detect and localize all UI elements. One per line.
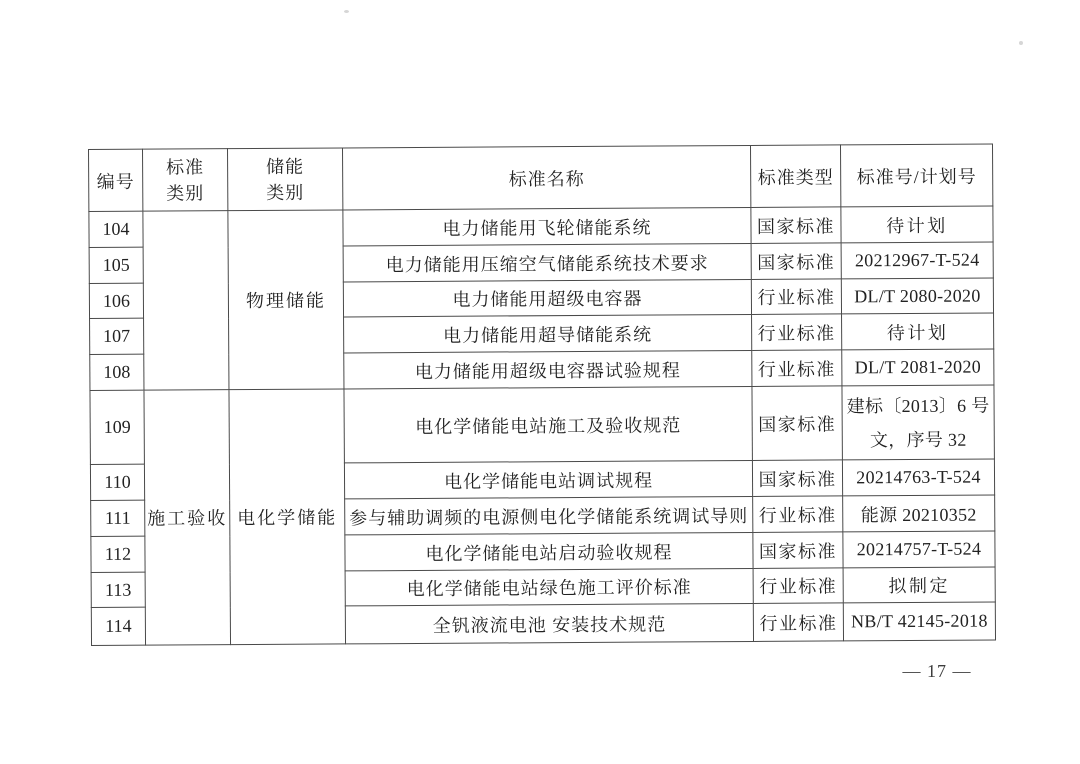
table-row	[89, 206, 993, 248]
number-cell: 拟制定	[843, 567, 995, 603]
header-storage-line1: 储能	[266, 156, 305, 177]
row-id-cell: 111	[91, 500, 145, 536]
row-id-cell: 113	[91, 572, 145, 607]
type-cell: 国家标准	[751, 207, 841, 244]
table-row	[90, 385, 994, 465]
number-line2: 文，序号 32	[869, 429, 967, 450]
name-cell: 全钒液流电池 安装技术规范	[345, 603, 753, 643]
header-category	[143, 149, 228, 212]
storage-span-cell: 物理储能	[228, 210, 344, 390]
name-cell: 电力储能用超导储能系统	[344, 314, 752, 352]
name-cell: 电化学储能电站绿色施工评价标准	[345, 568, 753, 605]
type-cell: 行业标准	[753, 603, 843, 642]
header-number: 标准号/计划号	[840, 144, 992, 207]
scan-speck	[344, 10, 349, 13]
number-cell: 待计划	[841, 206, 993, 243]
name-cell: 电力储能用超级电容器试验规程	[344, 350, 752, 388]
row-id-cell: 114	[91, 607, 145, 645]
header-name: 标准名称	[342, 145, 750, 209]
name-cell: 电力储能用超级电容器	[343, 279, 751, 316]
number-cell: DL/T 2080-2020	[841, 278, 993, 314]
row-id-cell: 112	[91, 536, 145, 572]
header-storage	[228, 148, 343, 211]
type-cell: 行业标准	[753, 568, 843, 604]
number-line1: 建标〔2013〕6 号	[846, 394, 990, 416]
name-cell: 电化学储能电站施工及验收规范	[344, 386, 752, 462]
name-cell: 电化学储能电站启动验收规程	[345, 532, 753, 570]
number-cell	[842, 385, 994, 460]
name-cell: 电化学储能电站调试规程	[344, 460, 752, 498]
number-cell: 20214757-T-524	[843, 531, 995, 568]
row-id-cell: 107	[90, 318, 144, 354]
category-span-cell: 施工验收	[144, 390, 231, 646]
number-cell: 20212967-T-524	[841, 242, 993, 279]
storage-span-cell: 电化学储能	[229, 389, 346, 645]
type-cell: 行业标准	[752, 314, 842, 351]
type-cell: 国家标准	[751, 243, 841, 280]
number-cell: 待计划	[842, 313, 994, 350]
number-cell: 20214763-T-524	[842, 459, 994, 496]
type-cell: 国家标准	[752, 460, 842, 497]
header-category-line1: 标准	[166, 156, 205, 178]
header-category-line2: 类别	[166, 182, 205, 204]
row-id-cell: 106	[89, 283, 143, 318]
type-cell: 行业标准	[751, 279, 841, 315]
number-cell: NB/T 42145-2018	[843, 602, 995, 641]
type-cell: 国家标准	[752, 386, 842, 461]
category-span-cell	[143, 211, 229, 391]
number-cell: 能源 20210352	[843, 495, 995, 532]
page-number: — 17 —	[902, 661, 972, 681]
scan-speck	[1019, 41, 1023, 45]
header-storage-line2: 类别	[266, 182, 305, 203]
type-cell: 国家标准	[753, 532, 843, 569]
type-cell: 行业标准	[753, 496, 843, 533]
type-cell: 行业标准	[752, 350, 842, 387]
row-id-cell: 104	[89, 211, 143, 247]
header-id: 编号	[89, 149, 143, 211]
name-cell: 参与辅助调频的电源侧电化学储能系统调试导则	[345, 496, 753, 534]
row-id-cell: 105	[89, 247, 143, 283]
number-cell: DL/T 2081-2020	[842, 349, 994, 386]
name-cell: 电力储能用飞轮储能系统	[343, 207, 751, 245]
header-type: 标准类型	[750, 145, 840, 208]
table-header-row	[89, 144, 993, 212]
row-id-cell: 109	[90, 390, 144, 464]
standards-table	[88, 143, 996, 646]
name-cell: 电力储能用压缩空气储能系统技术要求	[343, 243, 751, 281]
row-id-cell: 110	[90, 464, 144, 500]
row-id-cell: 108	[90, 354, 144, 390]
